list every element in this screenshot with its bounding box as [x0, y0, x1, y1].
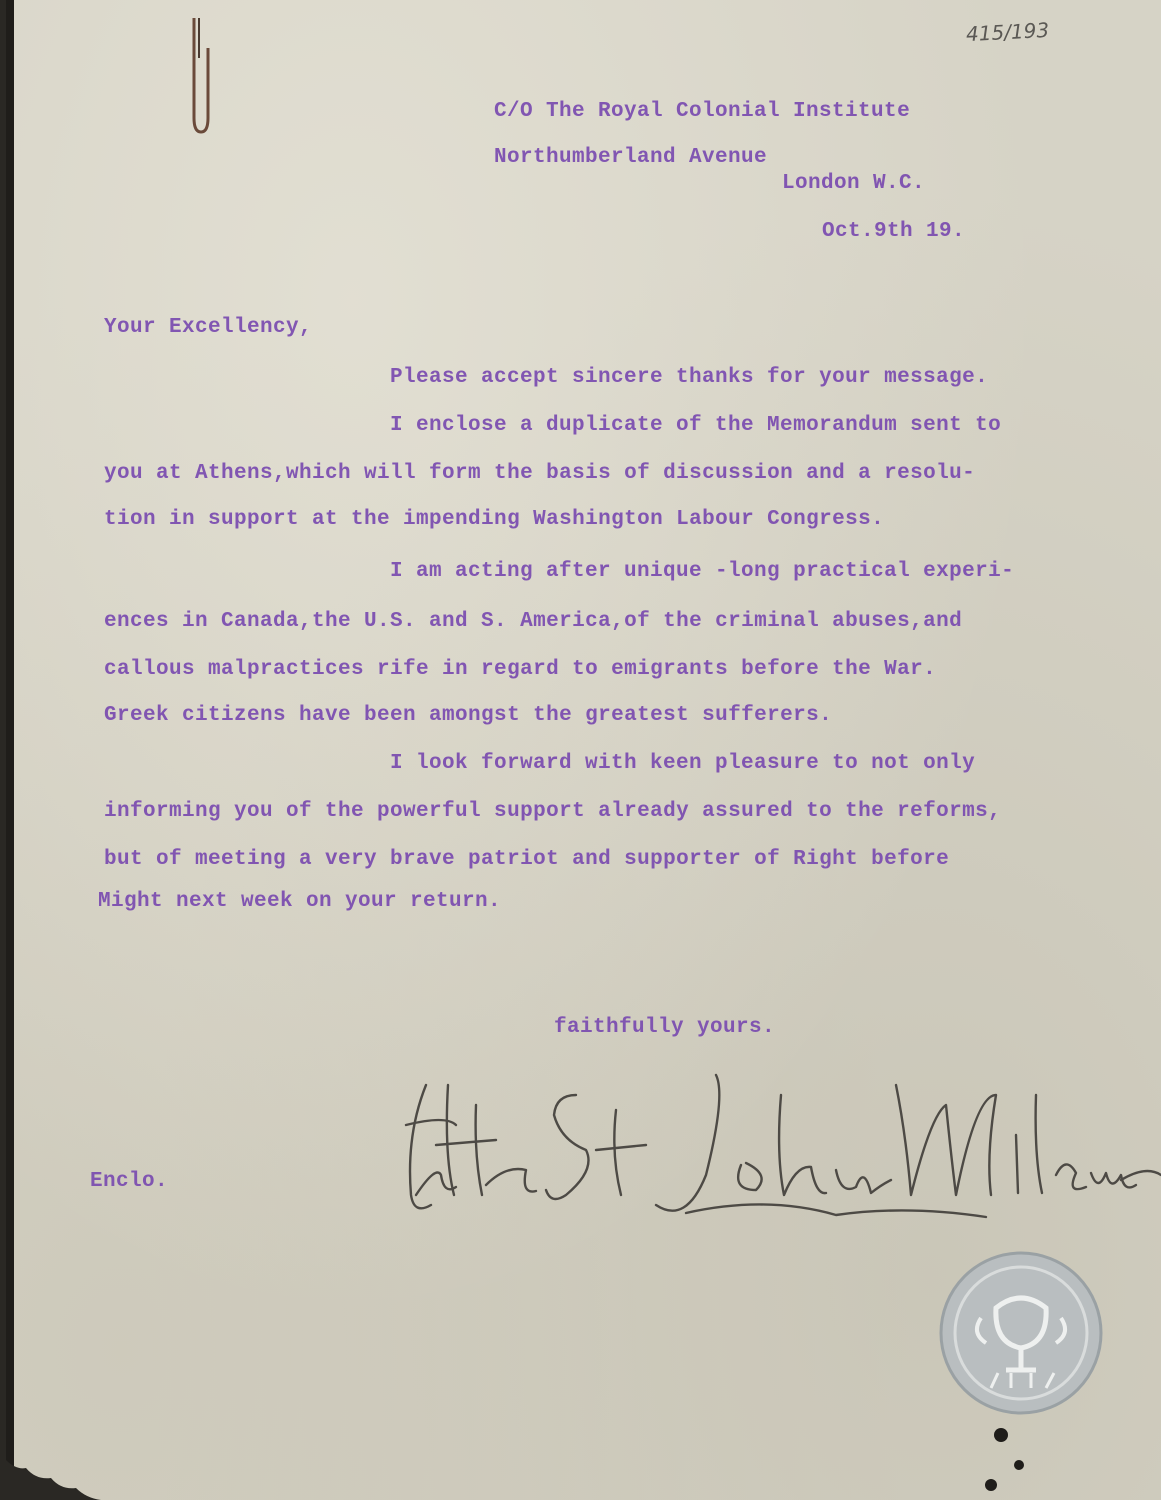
archive-reference: 415/193 — [965, 17, 1050, 47]
address-line-2: Northumberland Avenue — [494, 146, 768, 169]
body-line: you at Athens,which will form the basis of discussion and a resolu- — [104, 462, 976, 485]
body-line: Greek citizens have been amongst the greatest sufferers. — [104, 704, 833, 727]
closing: faithfully yours. — [554, 1016, 776, 1039]
body-line: I enclose a duplicate of the Memorandum sent to — [390, 414, 1002, 437]
body-line: but of meeting a very brave patriot and supporter of Right before — [104, 848, 950, 871]
body-line: informing you of the powerful support already assured to the reforms, — [104, 800, 1002, 823]
address-line-1: C/O The Royal Colonial Institute — [494, 100, 911, 123]
scan-edge-shadow — [6, 0, 14, 1500]
handwritten-signature — [386, 1055, 1161, 1245]
letter-date: Oct.9th 19. — [822, 220, 966, 243]
body-line: ences in Canada,the U.S. and S. America,of the criminal abuses,and — [104, 610, 963, 633]
ink-spot-marks — [981, 1425, 1041, 1500]
torn-corner — [6, 1440, 126, 1500]
body-line: tion in support at the impending Washington Labour Congress. — [104, 508, 885, 531]
address-line-3: London W.C. — [782, 172, 926, 195]
body-line: Might next week on your return. — [98, 890, 502, 913]
body-line: callous malpractices rife in regard to emigrants before the War. — [104, 658, 937, 681]
salutation: Your Excellency, — [104, 316, 313, 339]
paperclip-mark-icon — [188, 18, 210, 136]
body-line: Please accept sincere thanks for your message. — [390, 366, 989, 389]
letter-sheet — [6, 0, 1161, 1500]
archive-seal-stamp — [936, 1248, 1106, 1418]
enclosure-note: Enclo. — [90, 1170, 169, 1193]
body-line: I am acting after unique -long practical experi- — [390, 560, 1015, 583]
body-line: I look forward with keen pleasure to not only — [390, 752, 976, 775]
